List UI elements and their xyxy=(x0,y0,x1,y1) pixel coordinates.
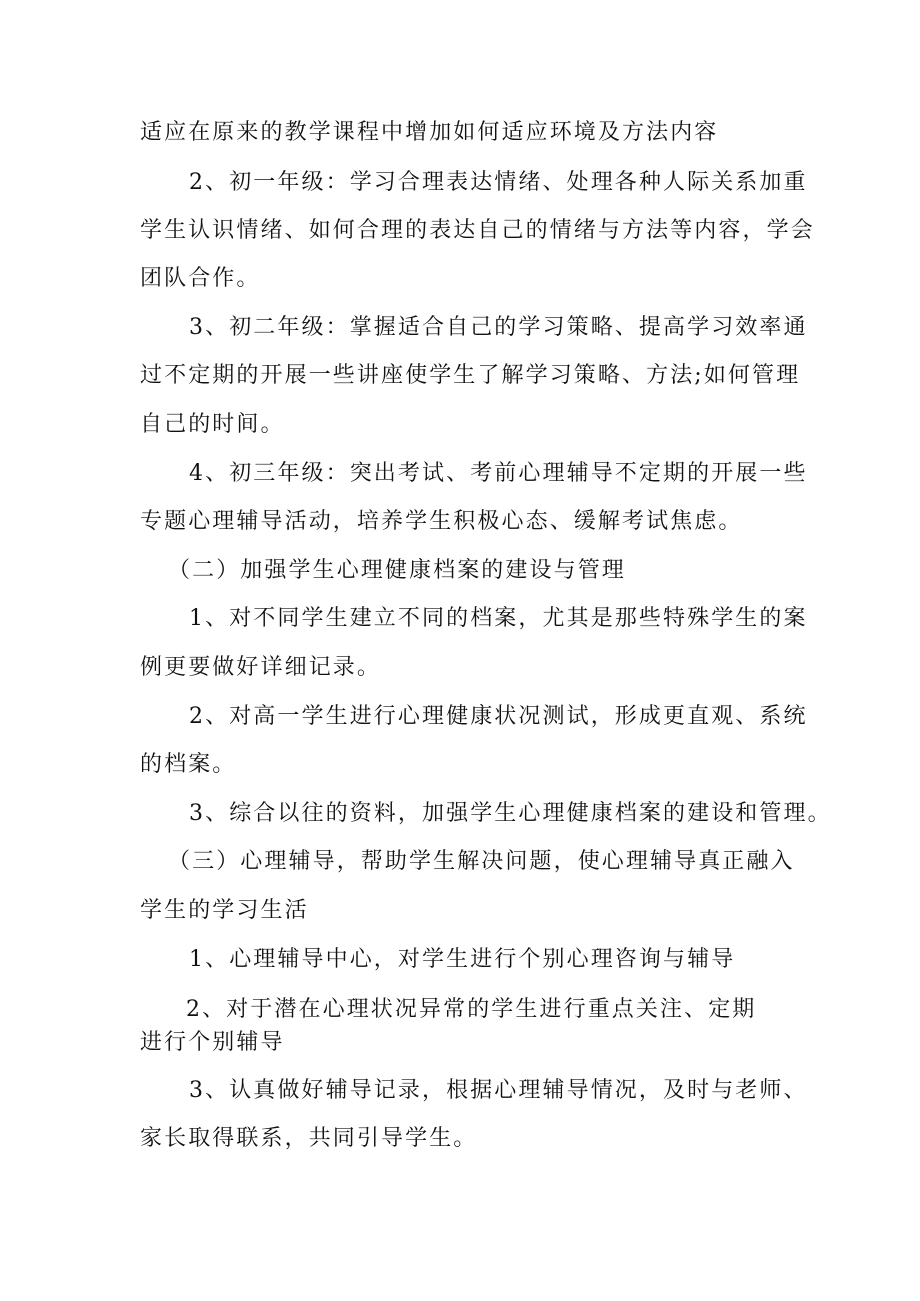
text-line: 例更要做好详细记录。 xyxy=(140,655,382,680)
text-line: 4、初三年级：突出考试、考前心理辅导不定期的开展一些 xyxy=(189,461,808,486)
text-line: 3、综合以往的资料，加强学生心理健康档案的建设和管理。 xyxy=(189,801,832,826)
text-line: 过不定期的开展一些讲座使学生了解学习策略、方法;如何管理 xyxy=(140,363,801,388)
text-line: 专题心理辅导活动，培养学生积极心态、缓解考试焦虑。 xyxy=(140,509,743,534)
text-line: 2、对于潜在心理状况异常的学生进行重点关注、定期 xyxy=(186,997,757,1022)
text-line: 3、初二年级：掌握适合自己的学习策略、提高学习效率通 xyxy=(189,315,808,340)
text-line: 进行个别辅导 xyxy=(140,1030,285,1055)
text-line: 1、对不同学生建立不同的档案，尤其是那些特殊学生的案 xyxy=(189,606,808,631)
text-line: 自己的时间。 xyxy=(140,412,285,437)
section-heading: （二）加强学生心理健康档案的建设与管理 xyxy=(168,558,626,583)
text-line: 学生认识情绪、如何合理的表达自己的情绪与方法等内容，学会 xyxy=(140,218,815,243)
text-line: 3、认真做好辅导记录，根据心理辅导情况，及时与老师、 xyxy=(189,1078,808,1103)
text-line: 适应在原来的教学课程中增加如何适应环境及方法内容 xyxy=(140,120,719,145)
text-line: 的档案。 xyxy=(140,752,237,777)
text-line: 1、心理辅导中心，对学生进行个别心理咨询与辅导 xyxy=(189,947,736,972)
text-line: 学生的学习生活 xyxy=(140,898,309,923)
text-line: 家长取得联系，共同引导学生。 xyxy=(140,1126,478,1151)
text-line: 团队合作。 xyxy=(140,266,261,291)
text-line: 2、初一年级：学习合理表达情绪、处理各种人际关系加重 xyxy=(189,170,808,195)
section-heading: （三）心理辅导，帮助学生解决问题，使心理辅导真正融入 xyxy=(168,849,795,874)
text-line: 2、对高一学生进行心理健康状况测试，形成更直观、系统 xyxy=(189,704,808,729)
